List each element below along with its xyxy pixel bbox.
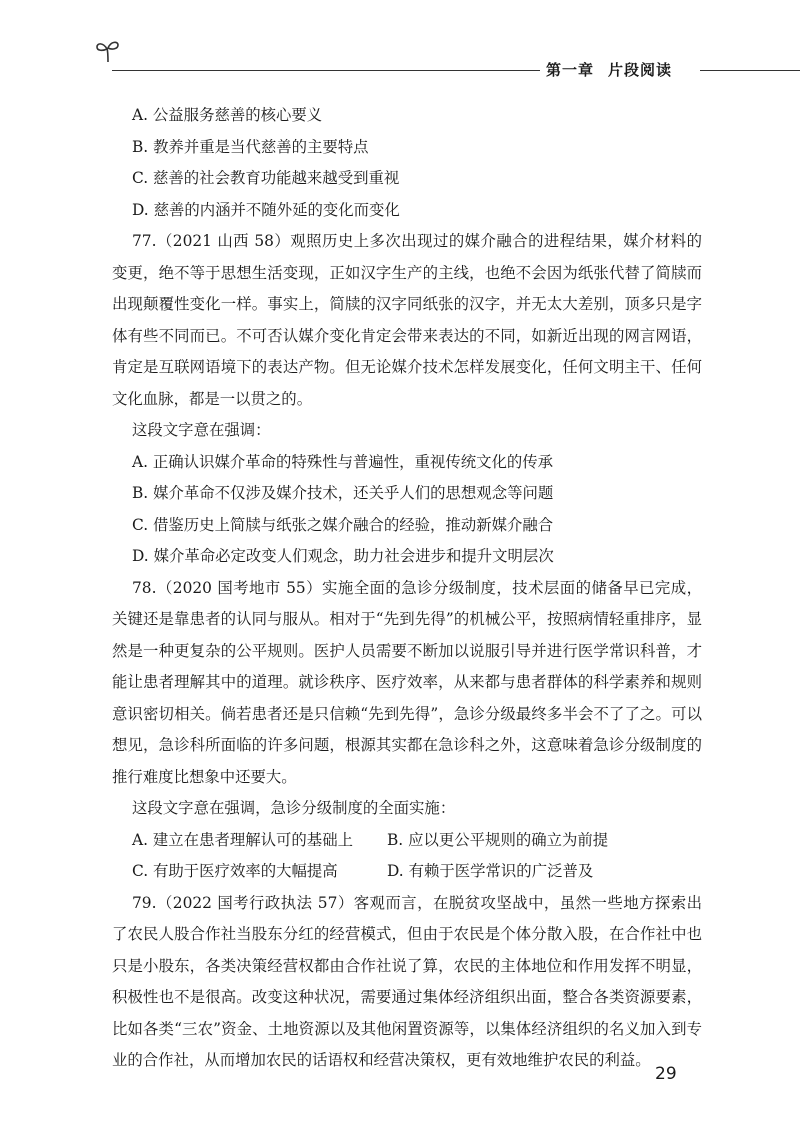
- header-rule-left: [112, 70, 540, 71]
- q79-passage: 79.（2022 国考行政执法 57）客观而言，在脱贫攻坚战中，虽然一些地方探索出了农民人股合作社当股东分红的经营模式，但由于农民是个体分散入股，在合作社中也只是小股东，各类决策经营权都由合作社说了算，农民的主体地位和作用发挥不明显，积极性也不是很高。改变这种状况，需要通过集体经济组织出面，整合各类资源要素，比如各类“三农”资金、土地资源以及其他闲置资源等，以集体经济组织的名义加入到专业的合作社，从而增加农民的话语权和经营决策权，更有效地维护农民的利益。: [112, 893, 702, 1069]
- page-body: [112, 100, 702, 1077]
- q78-passage: 78.（2020 国考地市 55）实施全面的急诊分级制度，技术层面的储备早已完成，关键还是靠患者的认同与服从。相对于“先到先得”的机械公平，按照病情轻重排序，显然是一种更复杂的公平规则。医护人员需要不断加以说服引导并进行医学常识科普，才能让患者理解其中的道理。就诊秩序、医疗效率，从来都与患者群体的科学素养和规则意识密切相关。倘若患者还是只信赖“先到先得”，急诊分级最终多半会不了了之。可以想见，急诊科所面临的许多问题，根源其实都在急诊科之外，这意味着急诊分级制度的推行难度比想象中还要大。: [112, 578, 702, 786]
- q76-option-c: C. 慈善的社会教育功能越来越受到重视: [132, 169, 400, 187]
- header-rule-right: [700, 70, 800, 71]
- q78-option-c: C. 有助于医疗效率的大幅提高: [132, 862, 338, 880]
- q77-stem: 这段文字意在强调：: [132, 421, 271, 439]
- section-title: 片段阅读: [608, 61, 673, 79]
- page-number: 29: [655, 1064, 677, 1084]
- q77-passage: 77.（2021 山西 58）观照历史上多次出现过的媒介融合的进程结果，媒介材料的变更，绝不等于思想生活变现，正如汉字生产的主线，也绝不会因为纸张代替了简牍而出现颠覆性变化一样。事实上，简牍的汉字同纸张的汉字，并无太大差别，顶多只是字体有些不同而已。不可否认媒介变化肯定会带来表达的不同，如新近出现的网言网语，肯定是互联网语境下的表达产物。但无论媒介技术怎样发展变化，任何文明主干、任何文化血脉，都是一以贯之的。: [112, 232, 702, 408]
- q78-option-d: D. 有赖于医学常识的广泛普及: [387, 862, 594, 880]
- q76-option-b: B. 教养并重是当代慈善的主要特点: [132, 137, 369, 156]
- q78-options-row-2: [112, 856, 702, 888]
- q77-option-a: A. 正确认识媒介革命的特殊性与普遍性，重视传统文化的传承: [132, 452, 554, 471]
- q77-option-b: B. 媒介革命不仅涉及媒介技术，还关乎人们的思想观念等问题: [132, 484, 554, 502]
- chapter-number: 第一章: [546, 61, 595, 79]
- q76-option-d: D. 慈善的内涵并不随外延的变化而变化: [132, 200, 400, 219]
- page-header: [0, 0, 800, 90]
- q76-option-a: A. 公益服务慈善的核心要义: [132, 106, 323, 124]
- q78-options-row-1: [112, 825, 702, 857]
- sprout-icon: [95, 38, 121, 64]
- q77-option-c: C. 借鉴历史上简牍与纸张之媒介融合的经验，推动新媒介融合: [132, 515, 554, 534]
- q78-stem: 这段文字意在强调，急诊分级制度的全面实施：: [132, 799, 456, 817]
- q77-option-d: D. 媒介革命必定改变人们观念，助力社会进步和提升文明层次: [132, 547, 554, 565]
- q78-option-a: A. 建立在患者理解认可的基础上: [132, 830, 353, 849]
- chapter-title: [546, 59, 672, 80]
- q78-option-b: B. 应以更公平规则的确立为前提: [387, 830, 609, 849]
